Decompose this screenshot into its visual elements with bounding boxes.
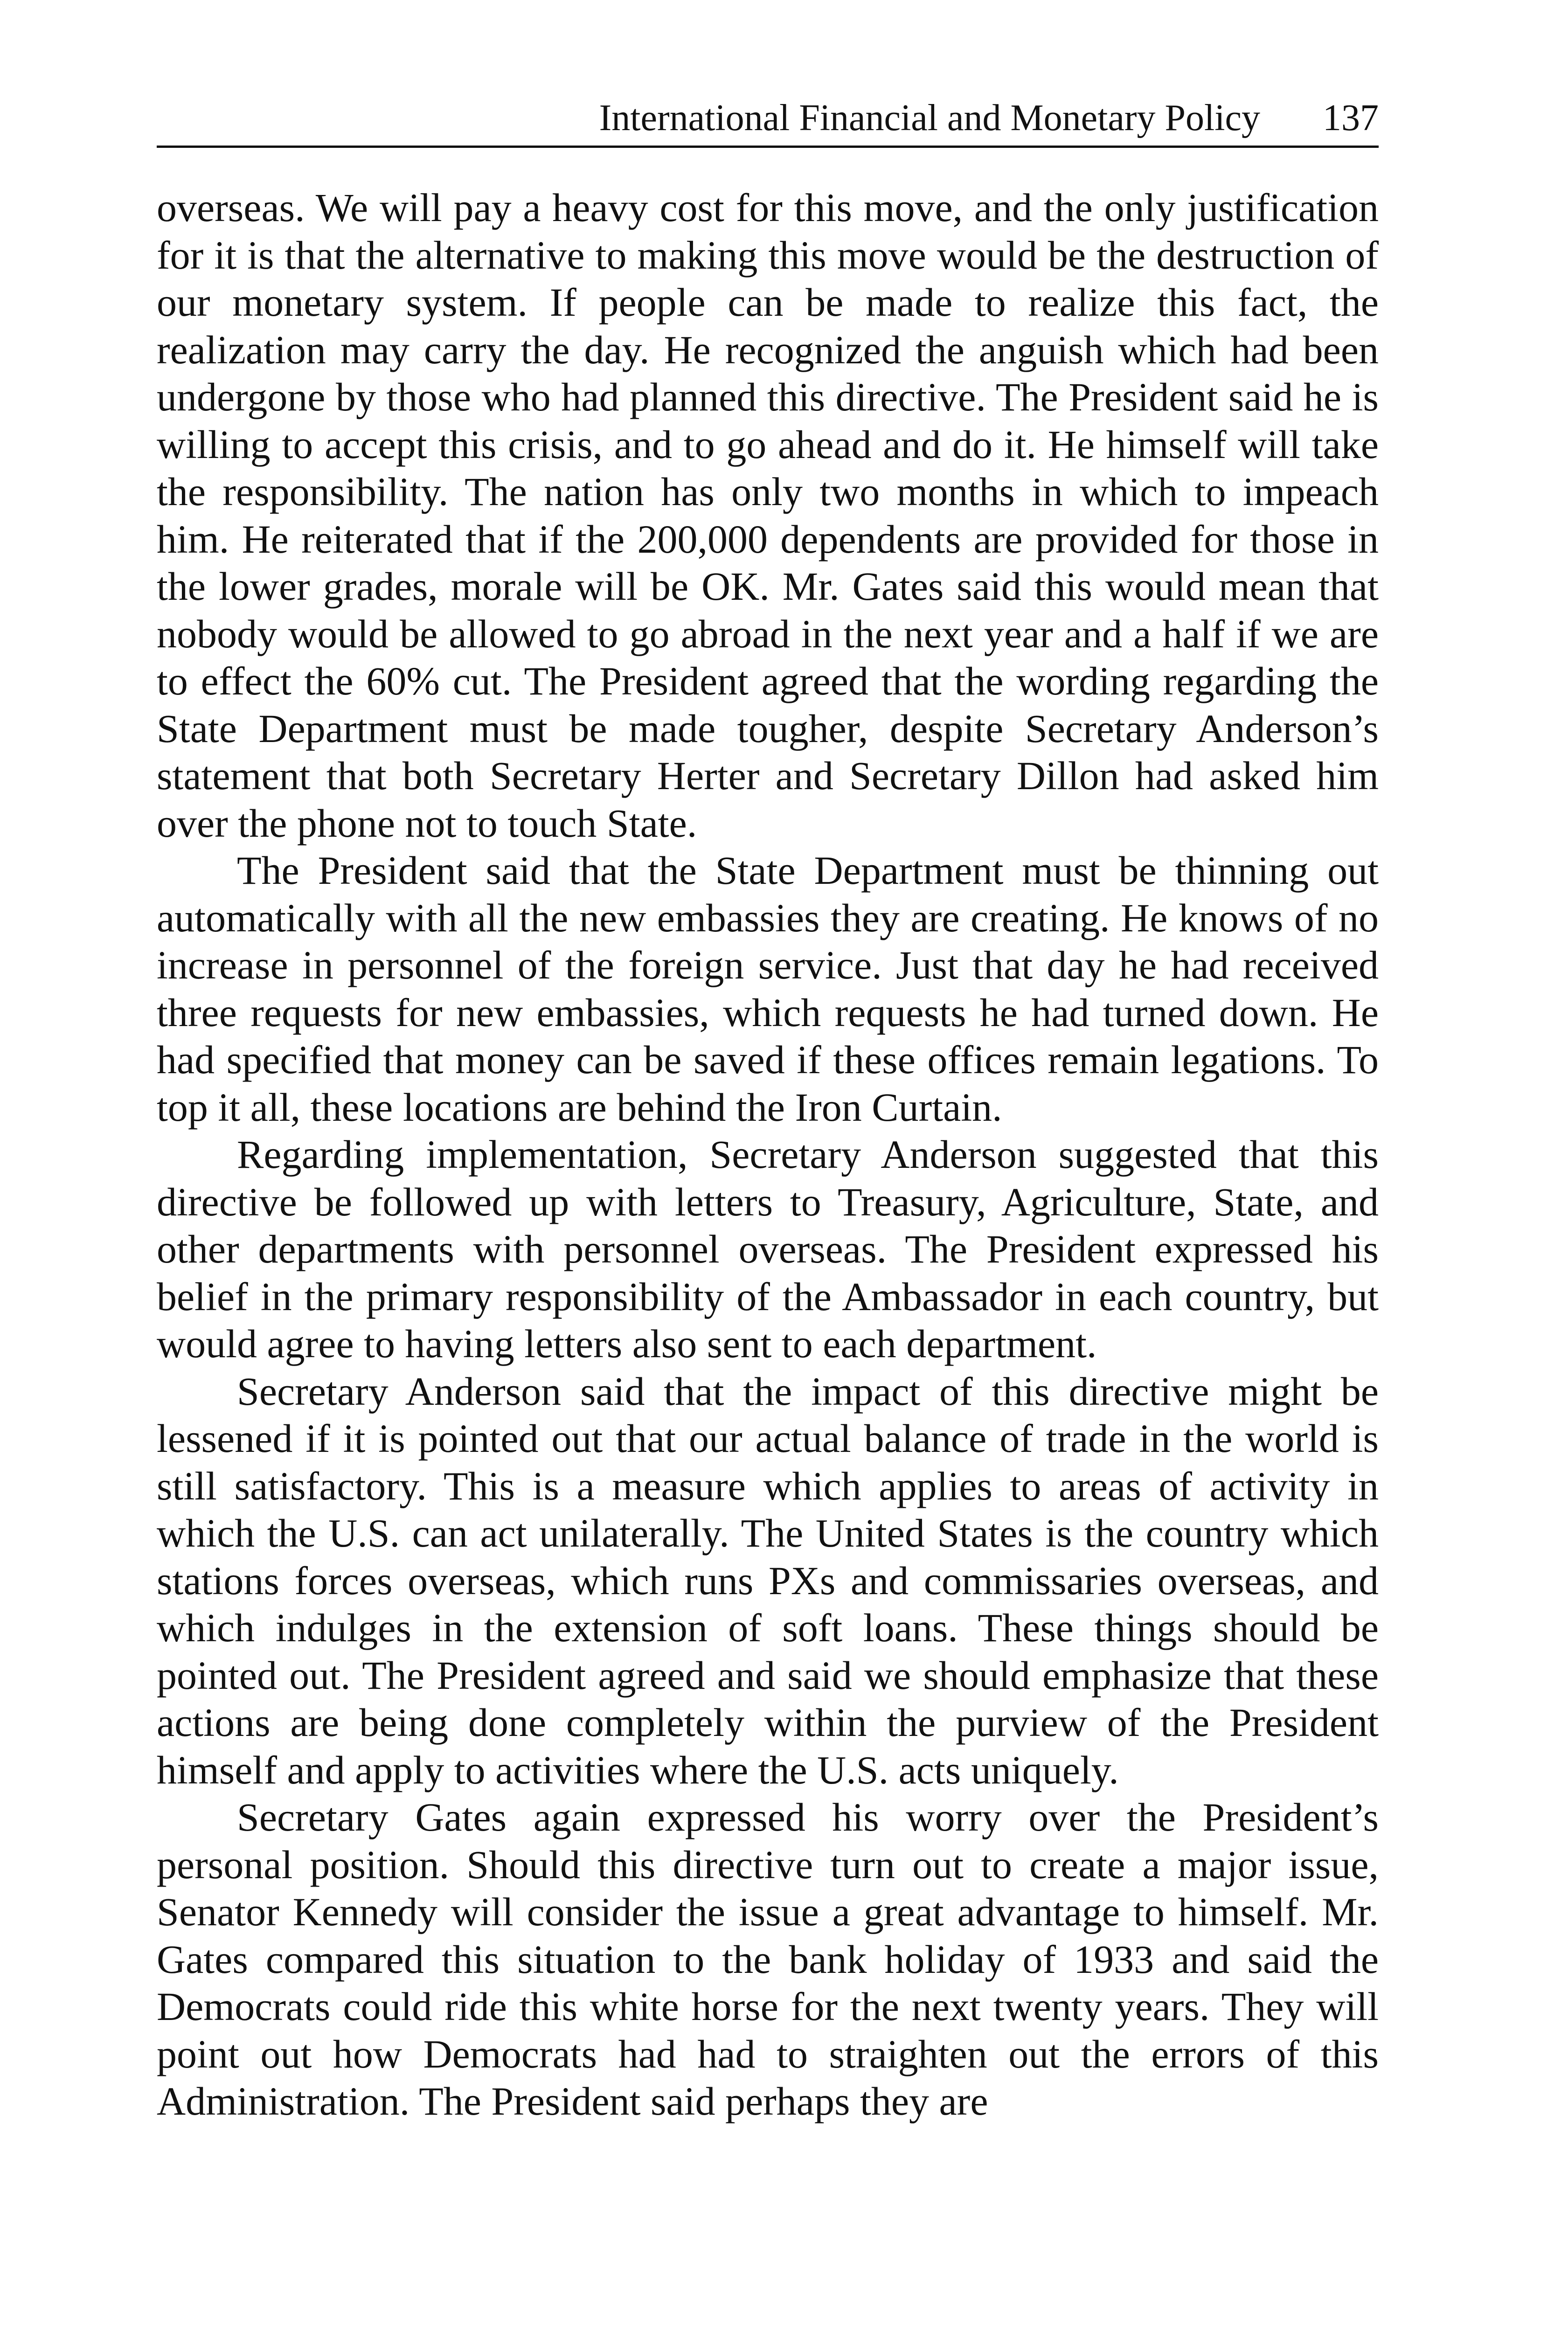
running-head [157,91,1379,148]
paragraph-1: overseas. We will pay a heavy cost for this move, and the only justification for it is that the alternative to making this move would be the destruction of our monetary system. If people can be made to realize this fact, the realization may carry the day. He recognized the anguish which had been undergone by those who had planned this directive. The President said he is willing to accept this crisis, and to go ahead and do it. He himself will take the responsibility. The nation has only two months in which to impeach him. He reiterated that if the 200,000 dependents are provided for those in the lower grades, morale will be OK. Mr. Gates said this would mean that nobody would be allowed to go abroad in the next year and a half if we are to effect the 60% cut. The President agreed that the wording regarding the State Department must be made tougher, despite Secretary Anderson’s statement that both Secretary Herter and Secretary Dillon had asked him over the phone not to touch State. [157,185,1379,846]
paragraph-2: The President said that the State Department must be thinning out automatically with all the new embassies they are creating. He knows of no increase in personnel of the foreign service. Just that day he had received three requests for new embassies, which requests he had turned down. He had specified that money can be saved if these offices remain legations. To top it all, these locations are behind the Iron Curtain. [157,848,1379,1130]
body-text [157,184,1379,2125]
page-number: 137 [1323,97,1379,139]
paragraph-4: Secretary Anderson said that the impact of this directive might be lessened if it is pointed out that our actual balance of trade in the world is still satisfactory. This is a measure which applies to areas of activity in which the U.S. can act unilaterally. The United States is the country which stations forces overseas, which runs PXs and commissaries overseas, and which indulges in the extension of soft loans. These things should be pointed out. The President agreed and said we should emphasize that these actions are being done completely within the purview of the President himself and apply to activities where the U.S. acts uniquely. [157,1368,1379,1792]
paragraph-3: Regarding implementation, Secretary Anderson suggested that this directive be followed up with letters to Treasury, Agriculture, State, and other departments with personnel overseas. The President expressed his belief in the primary responsibility of the Ambassador in each country, but would agree to having letters also sent to each department. [157,1132,1379,1366]
paragraph-5: Secretary Gates again expressed his worry over the President’s personal position. Should this directive turn out to create a major issue, Senator Kennedy will consider the issue a great advantage to himself. Mr. Gates compared this situation to the bank holiday of 1933 and said the Democrats could ride this white horse for the next twenty years. They will point out how Democrats had had to straighten out the errors of this Administration. The President said perhaps they are [157,1795,1379,2124]
running-title: International Financial and Monetary Policy [599,97,1260,139]
